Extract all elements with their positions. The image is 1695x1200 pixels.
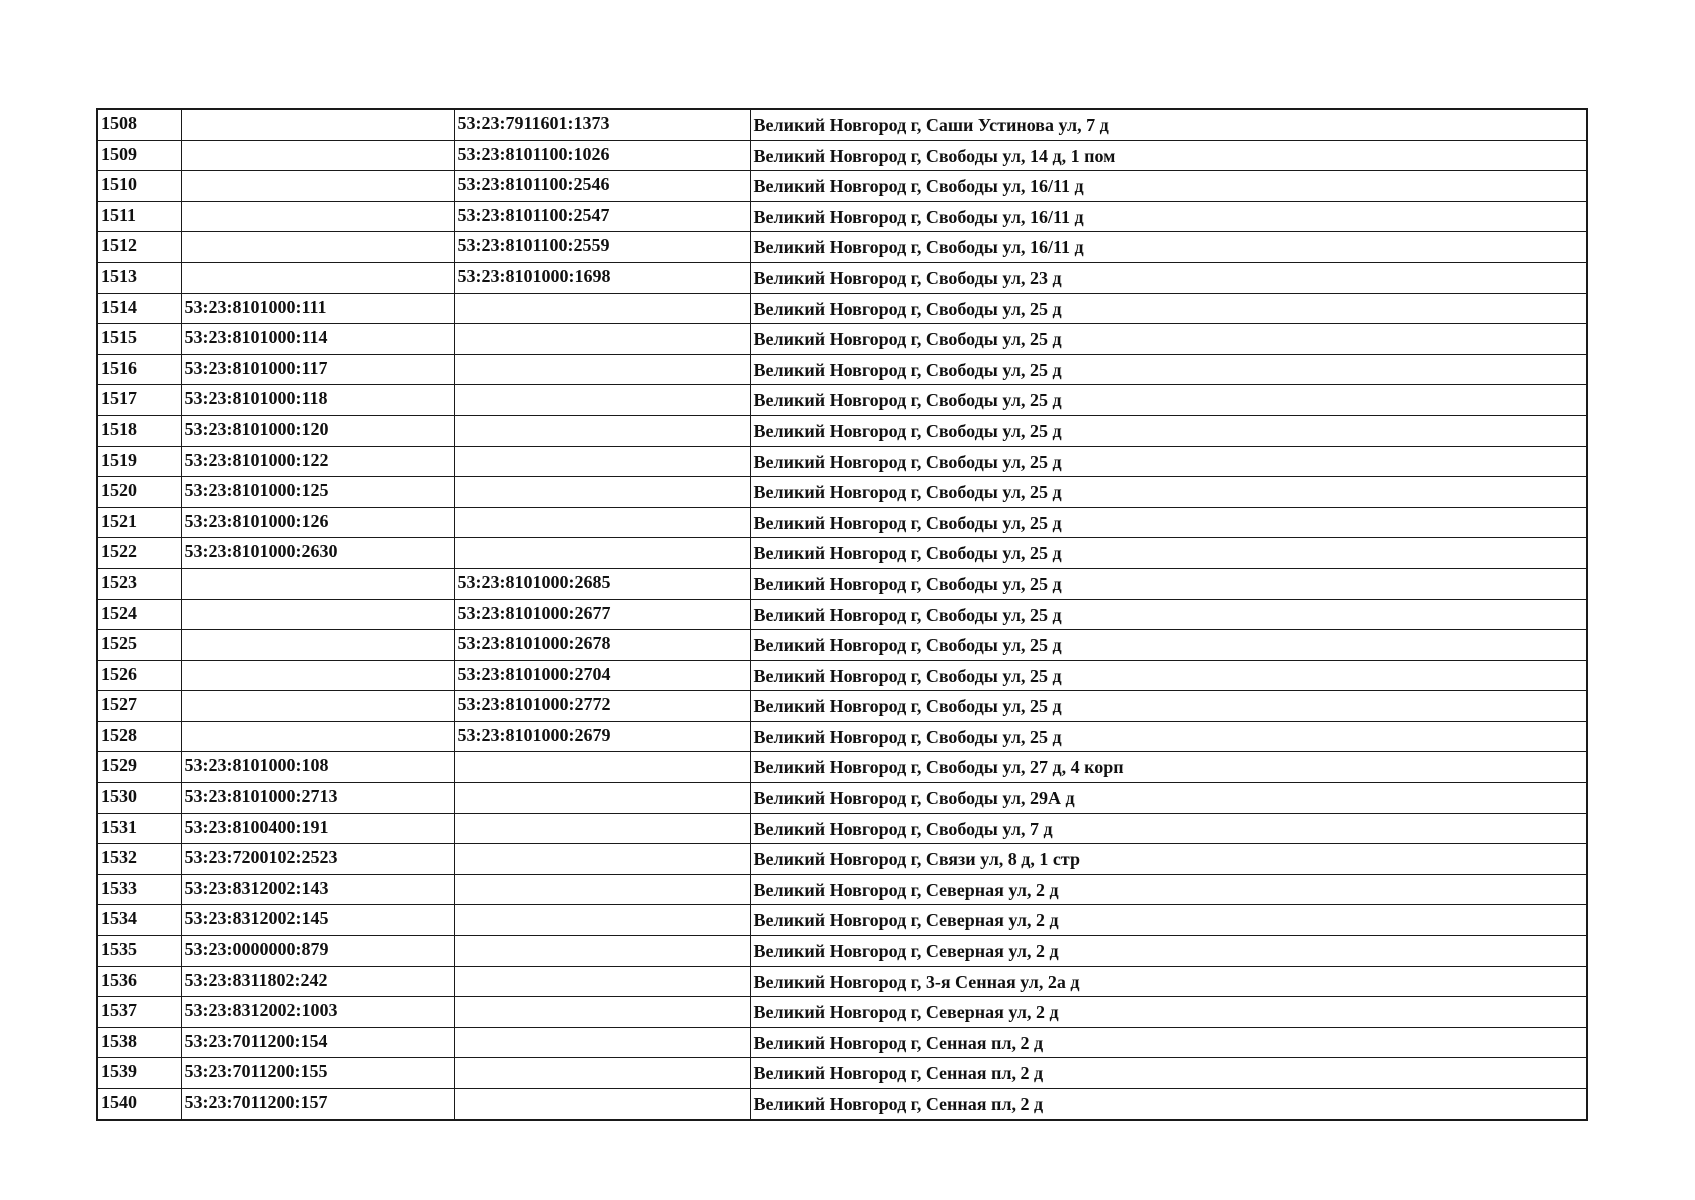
building-cadastral-number-cell: 53:23:8101000:2677 [454, 599, 750, 630]
land-cadastral-number-cell [181, 171, 454, 202]
building-cadastral-number-cell: 53:23:8101000:1698 [454, 262, 750, 293]
land-cadastral-number-cell [181, 660, 454, 691]
address-cell: Великий Новгород г, Свободы ул, 16/11 д [750, 201, 1587, 232]
address-cell: Великий Новгород г, Свободы ул, 25 д [750, 293, 1587, 324]
row-number-cell: 1518 [97, 415, 181, 446]
table-row [97, 660, 1587, 691]
building-cadastral-number-cell [454, 385, 750, 416]
row-number-cell: 1537 [97, 997, 181, 1028]
address-cell: Великий Новгород г, Свободы ул, 25 д [750, 507, 1587, 538]
table-row [97, 568, 1587, 599]
address-cell: Великий Новгород г, Свободы ул, 7 д [750, 813, 1587, 844]
address-cell: Великий Новгород г, Свободы ул, 25 д [750, 446, 1587, 477]
land-cadastral-number-cell: 53:23:8101000:111 [181, 293, 454, 324]
row-number-cell: 1516 [97, 354, 181, 385]
table-row [97, 477, 1587, 508]
address-cell: Великий Новгород г, Свободы ул, 27 д, 4 корп [750, 752, 1587, 783]
land-cadastral-number-cell [181, 262, 454, 293]
land-cadastral-number-cell [181, 630, 454, 661]
row-number-cell: 1514 [97, 293, 181, 324]
table-row [97, 752, 1587, 783]
building-cadastral-number-cell: 53:23:8101000:2678 [454, 630, 750, 661]
table-row [97, 997, 1587, 1028]
row-number-cell: 1515 [97, 324, 181, 355]
table-row [97, 721, 1587, 752]
row-number-cell: 1539 [97, 1058, 181, 1089]
row-number-cell: 1534 [97, 905, 181, 936]
table-row [97, 1027, 1587, 1058]
registry-table-body [97, 109, 1587, 1120]
row-number-cell: 1532 [97, 844, 181, 875]
land-cadastral-number-cell [181, 140, 454, 171]
table-row [97, 324, 1587, 355]
table-row [97, 813, 1587, 844]
row-number-cell: 1527 [97, 691, 181, 722]
address-cell: Великий Новгород г, Северная ул, 2 д [750, 905, 1587, 936]
building-cadastral-number-cell [454, 813, 750, 844]
building-cadastral-number-cell [454, 446, 750, 477]
row-number-cell: 1535 [97, 936, 181, 967]
table-row [97, 538, 1587, 569]
row-number-cell: 1533 [97, 874, 181, 905]
land-cadastral-number-cell: 53:23:8101000:2713 [181, 783, 454, 814]
table-row [97, 599, 1587, 630]
address-cell: Великий Новгород г, Северная ул, 2 д [750, 936, 1587, 967]
table-row [97, 691, 1587, 722]
row-number-cell: 1510 [97, 171, 181, 202]
table-row [97, 140, 1587, 171]
table-row [97, 905, 1587, 936]
building-cadastral-number-cell: 53:23:8101100:2546 [454, 171, 750, 202]
land-cadastral-number-cell: 53:23:7011200:154 [181, 1027, 454, 1058]
table-row [97, 936, 1587, 967]
building-cadastral-number-cell [454, 997, 750, 1028]
land-cadastral-number-cell: 53:23:8101000:2630 [181, 538, 454, 569]
land-cadastral-number-cell: 53:23:8101000:126 [181, 507, 454, 538]
building-cadastral-number-cell: 53:23:8101100:1026 [454, 140, 750, 171]
land-cadastral-number-cell: 53:23:8101000:117 [181, 354, 454, 385]
building-cadastral-number-cell: 53:23:8101000:2704 [454, 660, 750, 691]
address-cell: Великий Новгород г, Свободы ул, 25 д [750, 599, 1587, 630]
land-cadastral-number-cell: 53:23:8312002:145 [181, 905, 454, 936]
building-cadastral-number-cell [454, 966, 750, 997]
table-row [97, 446, 1587, 477]
table-row [97, 293, 1587, 324]
address-cell: Великий Новгород г, Свободы ул, 25 д [750, 385, 1587, 416]
table-row [97, 109, 1587, 140]
row-number-cell: 1519 [97, 446, 181, 477]
building-cadastral-number-cell [454, 783, 750, 814]
building-cadastral-number-cell [454, 415, 750, 446]
address-cell: Великий Новгород г, Свободы ул, 16/11 д [750, 232, 1587, 263]
address-cell: Великий Новгород г, Свободы ул, 25 д [750, 354, 1587, 385]
table-row [97, 232, 1587, 263]
row-number-cell: 1529 [97, 752, 181, 783]
address-cell: Великий Новгород г, Сенная пл, 2 д [750, 1058, 1587, 1089]
building-cadastral-number-cell [454, 905, 750, 936]
row-number-cell: 1512 [97, 232, 181, 263]
address-cell: Великий Новгород г, Свободы ул, 25 д [750, 691, 1587, 722]
row-number-cell: 1523 [97, 568, 181, 599]
land-cadastral-number-cell: 53:23:8311802:242 [181, 966, 454, 997]
address-cell: Великий Новгород г, Свободы ул, 25 д [750, 721, 1587, 752]
land-cadastral-number-cell: 53:23:8101000:108 [181, 752, 454, 783]
land-cadastral-number-cell: 53:23:8312002:1003 [181, 997, 454, 1028]
land-cadastral-number-cell: 53:23:8101000:122 [181, 446, 454, 477]
row-number-cell: 1521 [97, 507, 181, 538]
address-cell: Великий Новгород г, Связи ул, 8 д, 1 стр [750, 844, 1587, 875]
document-page [96, 108, 1586, 1121]
land-cadastral-number-cell [181, 109, 454, 140]
land-cadastral-number-cell: 53:23:8101000:120 [181, 415, 454, 446]
row-number-cell: 1536 [97, 966, 181, 997]
registry-table [96, 108, 1588, 1121]
address-cell: Великий Новгород г, Свободы ул, 14 д, 1 пом [750, 140, 1587, 171]
row-number-cell: 1540 [97, 1089, 181, 1120]
table-row [97, 354, 1587, 385]
building-cadastral-number-cell [454, 293, 750, 324]
table-row [97, 385, 1587, 416]
address-cell: Великий Новгород г, Свободы ул, 25 д [750, 538, 1587, 569]
row-number-cell: 1508 [97, 109, 181, 140]
address-cell: Великий Новгород г, Северная ул, 2 д [750, 874, 1587, 905]
row-number-cell: 1511 [97, 201, 181, 232]
row-number-cell: 1528 [97, 721, 181, 752]
building-cadastral-number-cell [454, 507, 750, 538]
building-cadastral-number-cell [454, 477, 750, 508]
table-row [97, 171, 1587, 202]
table-row [97, 1089, 1587, 1120]
table-row [97, 630, 1587, 661]
table-row [97, 783, 1587, 814]
table-row [97, 262, 1587, 293]
address-cell: Великий Новгород г, Северная ул, 2 д [750, 997, 1587, 1028]
land-cadastral-number-cell: 53:23:7011200:155 [181, 1058, 454, 1089]
land-cadastral-number-cell [181, 691, 454, 722]
row-number-cell: 1513 [97, 262, 181, 293]
row-number-cell: 1509 [97, 140, 181, 171]
table-row [97, 844, 1587, 875]
address-cell: Великий Новгород г, Свободы ул, 25 д [750, 324, 1587, 355]
building-cadastral-number-cell: 53:23:8101100:2547 [454, 201, 750, 232]
address-cell: Великий Новгород г, 3-я Сенная ул, 2а д [750, 966, 1587, 997]
land-cadastral-number-cell: 53:23:8101000:118 [181, 385, 454, 416]
building-cadastral-number-cell [454, 936, 750, 967]
building-cadastral-number-cell [454, 1058, 750, 1089]
address-cell: Великий Новгород г, Свободы ул, 25 д [750, 660, 1587, 691]
table-row [97, 415, 1587, 446]
land-cadastral-number-cell [181, 721, 454, 752]
row-number-cell: 1525 [97, 630, 181, 661]
land-cadastral-number-cell: 53:23:7011200:157 [181, 1089, 454, 1120]
land-cadastral-number-cell: 53:23:8100400:191 [181, 813, 454, 844]
address-cell: Великий Новгород г, Свободы ул, 23 д [750, 262, 1587, 293]
row-number-cell: 1531 [97, 813, 181, 844]
row-number-cell: 1526 [97, 660, 181, 691]
land-cadastral-number-cell [181, 201, 454, 232]
table-row [97, 201, 1587, 232]
building-cadastral-number-cell: 53:23:7911601:1373 [454, 109, 750, 140]
land-cadastral-number-cell: 53:23:8312002:143 [181, 874, 454, 905]
address-cell: Великий Новгород г, Свободы ул, 25 д [750, 568, 1587, 599]
land-cadastral-number-cell: 53:23:8101000:114 [181, 324, 454, 355]
land-cadastral-number-cell [181, 232, 454, 263]
table-row [97, 966, 1587, 997]
building-cadastral-number-cell: 53:23:8101000:2772 [454, 691, 750, 722]
address-cell: Великий Новгород г, Свободы ул, 25 д [750, 477, 1587, 508]
land-cadastral-number-cell [181, 599, 454, 630]
address-cell: Великий Новгород г, Сенная пл, 2 д [750, 1027, 1587, 1058]
building-cadastral-number-cell [454, 538, 750, 569]
address-cell: Великий Новгород г, Свободы ул, 16/11 д [750, 171, 1587, 202]
building-cadastral-number-cell [454, 1089, 750, 1120]
row-number-cell: 1538 [97, 1027, 181, 1058]
table-row [97, 507, 1587, 538]
building-cadastral-number-cell [454, 324, 750, 355]
land-cadastral-number-cell: 53:23:8101000:125 [181, 477, 454, 508]
building-cadastral-number-cell [454, 354, 750, 385]
address-cell: Великий Новгород г, Свободы ул, 29А д [750, 783, 1587, 814]
land-cadastral-number-cell: 53:23:0000000:879 [181, 936, 454, 967]
address-cell: Великий Новгород г, Саши Устинова ул, 7 д [750, 109, 1587, 140]
land-cadastral-number-cell: 53:23:7200102:2523 [181, 844, 454, 875]
row-number-cell: 1517 [97, 385, 181, 416]
table-row [97, 1058, 1587, 1089]
land-cadastral-number-cell [181, 568, 454, 599]
building-cadastral-number-cell: 53:23:8101000:2679 [454, 721, 750, 752]
table-row [97, 874, 1587, 905]
row-number-cell: 1520 [97, 477, 181, 508]
address-cell: Великий Новгород г, Свободы ул, 25 д [750, 630, 1587, 661]
row-number-cell: 1530 [97, 783, 181, 814]
building-cadastral-number-cell [454, 1027, 750, 1058]
building-cadastral-number-cell [454, 752, 750, 783]
building-cadastral-number-cell [454, 844, 750, 875]
address-cell: Великий Новгород г, Свободы ул, 25 д [750, 415, 1587, 446]
building-cadastral-number-cell: 53:23:8101100:2559 [454, 232, 750, 263]
building-cadastral-number-cell [454, 874, 750, 905]
address-cell: Великий Новгород г, Сенная пл, 2 д [750, 1089, 1587, 1120]
building-cadastral-number-cell: 53:23:8101000:2685 [454, 568, 750, 599]
row-number-cell: 1522 [97, 538, 181, 569]
row-number-cell: 1524 [97, 599, 181, 630]
